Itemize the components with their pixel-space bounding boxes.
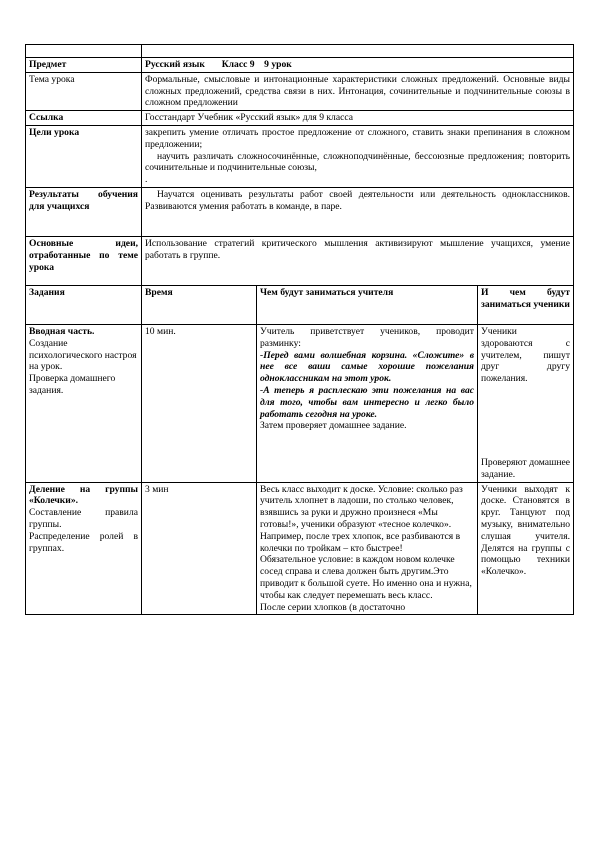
stage1-students-2: Проверяют домашнее задание. bbox=[481, 456, 571, 480]
col-header-task: Задания bbox=[26, 285, 142, 324]
reference-label: Ссылка bbox=[26, 111, 142, 126]
stage1-teacher-4: Затем проверяет домашнее задание. bbox=[260, 420, 407, 432]
stage2-teacher-2: Например, после трех хлопок, все разбиваются в колечки по тройкам – кто быстрее! bbox=[260, 530, 461, 554]
col-header-teacher: Чем будут заниматься учителя bbox=[257, 285, 478, 324]
stage2-time: 3 мин bbox=[142, 482, 257, 615]
subject-value: Русский язык Класс 9 9 урок bbox=[142, 58, 574, 73]
stage2-task-cell bbox=[26, 482, 142, 615]
col-header-time: Время bbox=[142, 285, 257, 324]
stage2-title: Деление на группы «Колечки». bbox=[29, 483, 138, 507]
stage1-teacher-2: -Перед вами волшебная корзина. «Сложите» в нее все ваши самые хорошие пожелания одноклассникам на этот урок. bbox=[260, 349, 474, 385]
topic-label: Тема урока bbox=[26, 72, 142, 110]
topic-value: Формальные, смысловые и интонационные характеристики сложных предложений. Основные виды сложных предложений, средства связи в них. Интонация, сочинительные и подчинительные союзы в сложном предложении bbox=[142, 72, 574, 110]
stage2-teacher-4: После серии хлопков (в достаточно bbox=[260, 601, 406, 613]
stage1-teacher-1: Учитель приветствует учеников, проводит разминку: bbox=[260, 325, 474, 349]
stage2-teacher-1: Весь класс выходит к доске. Условие: сколько раз учитель хлопнет в ладоши, по столько человек, взявшись за руки и дружно произнеся «Мы готовы!», ученики образуют «тесное колечко». bbox=[260, 483, 463, 530]
reference-value: Госстандарт Учебник «Русский язык» для 9 класса bbox=[142, 111, 574, 126]
stage1-teacher-cell bbox=[257, 324, 478, 482]
ideas-label: Основные идеи, отработанные по теме урока bbox=[26, 236, 142, 285]
stage1-task-cell bbox=[26, 324, 142, 482]
stage2-desc-2: Распределение ролей в группах. bbox=[29, 530, 138, 554]
results-value: Научатся оценивать результаты работ своей деятельности или деятельность одноклассников. Развиваются умения работать в команде, в паре. bbox=[142, 187, 574, 236]
goals-label: Цели урока bbox=[26, 125, 142, 187]
stage1-time: 10 мин. bbox=[142, 324, 257, 482]
goal-1: закрепить умение отличать простое предложение от сложного, ставить знаки препинания в сложном предложении; bbox=[145, 126, 571, 150]
stage2-teacher-3: Обязательное условие: в каждом новом колечке сосед справа и слева должен быть другим.Это приводит к большой суете. Но именно она и нужна, чтобы как следует перемешать весь класс. bbox=[260, 554, 472, 601]
goal-2: научить различать сложносочинённые, сложноподчинённые, бессоюзные предложения; повторить сочинительные и подчинительные союзы, bbox=[145, 150, 571, 174]
stage1-teacher-3: -А теперь я расплескаю эти пожелания на вас для того, чтобы вам интересно и легко было работать сегодня на уроке. bbox=[260, 384, 474, 420]
results-label: Результаты обучения для учащихся bbox=[26, 187, 142, 236]
stage1-students-1: Ученики здороваются с учителем, пишут друг другу пожелания. bbox=[481, 325, 571, 385]
goals-value bbox=[142, 125, 574, 187]
stage2-teacher-cell bbox=[257, 482, 478, 615]
stage1-desc-1: Создание психологического настроя на урок. bbox=[29, 337, 137, 373]
ideas-value: Использование стратегий критического мышления активизируют мышление учащихся, умение работать в группе. bbox=[142, 236, 574, 285]
stage1-title: Вводная часть. bbox=[29, 325, 95, 337]
col-header-students: И чем будут заниматься ученики bbox=[478, 285, 574, 324]
stage2-students-cell: Ученики выходят к доске. Становятся в круг. Танцуют под музыку, внимательно слушая учителя. Делятся на группы с помощью техники «Колечко». bbox=[478, 482, 574, 615]
subject-label: Предмет bbox=[26, 58, 142, 73]
stage1-students-cell bbox=[478, 324, 574, 482]
stage2-desc-1: Составление правила группы. bbox=[29, 507, 138, 530]
lesson-plan-table bbox=[25, 44, 574, 615]
goal-3: . bbox=[145, 174, 148, 186]
header-spacer-cell bbox=[26, 45, 142, 58]
stage1-desc-2: Проверка домашнего задания. bbox=[29, 373, 116, 396]
